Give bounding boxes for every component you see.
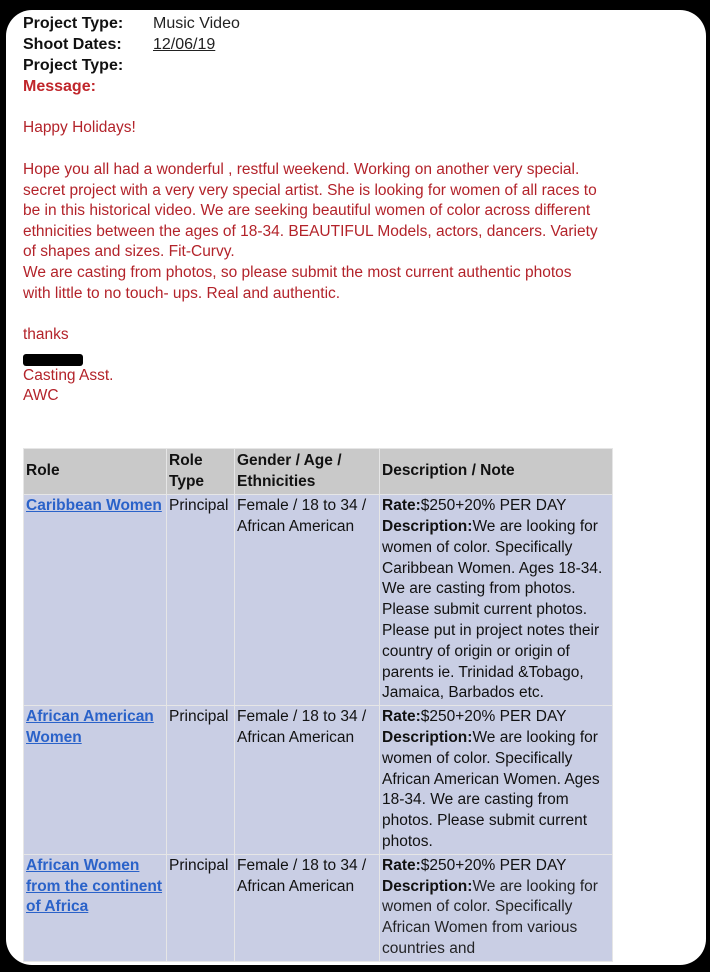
- roles-table: [23, 448, 613, 962]
- rate-value: $250+20% PER DAY: [420, 497, 567, 515]
- message-paragraph-2: We are casting from photos, so please submit the most current authentic photos with little to no touch- ups. Real and authentic.: [23, 264, 572, 302]
- description-label: Description:: [382, 728, 473, 746]
- project-type-row-2: [23, 55, 240, 76]
- rate-label: Rate:: [382, 497, 421, 515]
- message-paragraph-1: Hope you all had a wonderful , restful weekend. Working on another very special. secret project with a very very special artist. She is looking for women of all races to be in this historical video. We are seeking beautiful women of color across different ethnicities between the ages of 18-34. BEAUTIFUL Models, actors, dancers. Variety of shapes and sizes. Fit-Curvy.: [23, 161, 598, 261]
- role-link-african-american-women[interactable]: African American Women: [26, 708, 154, 746]
- role-link-caribbean-women[interactable]: Caribbean Women: [26, 497, 162, 515]
- role-type-cell: Principal: [167, 854, 235, 961]
- gender-age-cell: Female / 18 to 34 / African American: [235, 495, 380, 706]
- project-type-label: Project Type:: [23, 15, 124, 32]
- rate-label: Rate:: [382, 708, 421, 726]
- description-value: We are looking for women of color. Specifically Caribbean Women. Ages 18-34. We are casting from photos. Please submit current photos. Please put in project notes their country of origin or origin of parents ie. Trinidad &Tobago, Jamaica, Barbados etc.: [382, 517, 603, 702]
- redacted-name: [23, 354, 83, 366]
- greeting: Happy Holidays!: [23, 119, 136, 136]
- role-link-african-women[interactable]: African Women from the continent of Africa: [26, 856, 163, 916]
- signature-title: Casting Asst.: [23, 367, 114, 384]
- role-type-cell: Principal: [167, 495, 235, 706]
- description-cell: [380, 854, 613, 961]
- rate-label: Rate:: [382, 856, 421, 874]
- description-label: Description:: [382, 517, 473, 535]
- gender-age-cell: Female / 18 to 34 / African American: [235, 706, 380, 855]
- message-label: Message:: [23, 78, 96, 95]
- message-label-row: [23, 76, 240, 97]
- description-label: Description:: [382, 877, 473, 895]
- header-gender-age: Gender / Age / Ethnicities: [235, 449, 380, 495]
- table-row: [24, 854, 613, 961]
- signature-org: AWC: [23, 387, 59, 404]
- role-type-cell: Principal: [167, 706, 235, 855]
- project-type-value: Music Video: [153, 15, 240, 32]
- project-meta: [23, 13, 240, 97]
- thanks-text: thanks: [23, 326, 69, 343]
- table-row: [24, 495, 613, 706]
- header-role-type: Role Type: [167, 449, 235, 495]
- description-value: We are looking for women of color. Specifically African American Women. Ages 18-34. We are casting from photos. Please submit current photos.: [382, 728, 600, 850]
- rate-value: $250+20% PER DAY: [420, 856, 567, 874]
- gender-age-cell: Female / 18 to 34 / African American: [235, 854, 380, 961]
- description-cell: [380, 706, 613, 855]
- email-card: [6, 10, 706, 965]
- shoot-dates-value: 12/06/19: [153, 36, 216, 53]
- header-description: Description / Note: [380, 449, 613, 495]
- rate-value: $250+20% PER DAY: [420, 708, 567, 726]
- table-row: [24, 706, 613, 855]
- shoot-dates-label: Shoot Dates:: [23, 36, 122, 53]
- header-role: Role: [24, 449, 167, 495]
- description-cell: [380, 495, 613, 706]
- description-value: We are looking for women of color. Specifically African Women from various countries and: [382, 877, 598, 957]
- table-header-row: [24, 449, 613, 495]
- project-type-label-2: Project Type:: [23, 57, 124, 74]
- project-type-row: [23, 13, 240, 34]
- shoot-dates-row: [23, 34, 240, 55]
